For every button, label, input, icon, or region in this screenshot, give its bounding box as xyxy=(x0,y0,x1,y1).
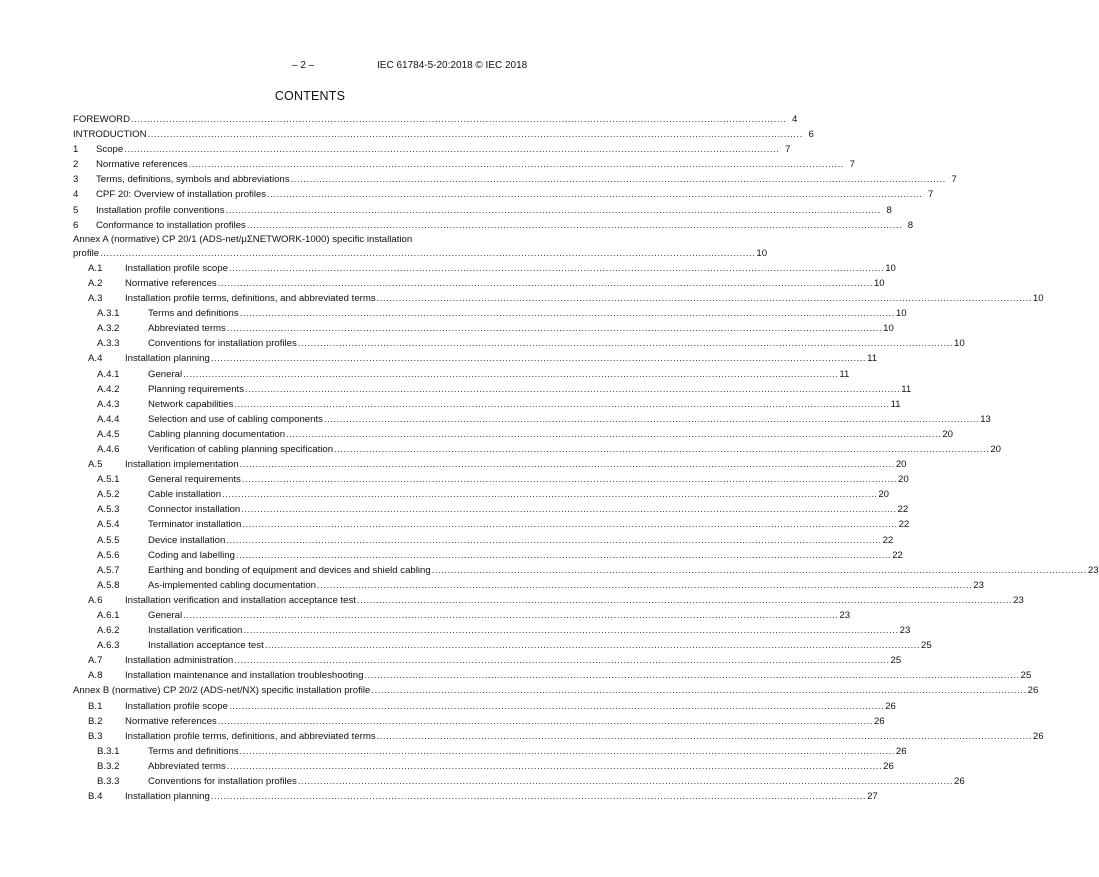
toc-entry-page: 10 xyxy=(883,323,894,335)
toc-leader-dots xyxy=(211,351,866,366)
toc-entry-number: A.4.5 xyxy=(97,428,120,440)
toc-entry[interactable] xyxy=(73,714,885,729)
toc-entry-title: Abbreviated terms xyxy=(148,323,226,335)
toc-entry[interactable] xyxy=(73,382,912,397)
toc-entry-page: 8 xyxy=(907,219,914,231)
toc-entry-title: Installation profile conventions xyxy=(96,204,225,216)
toc-entry[interactable] xyxy=(73,412,991,427)
toc-entry-number: A.3.2 xyxy=(97,323,120,335)
toc-entry-number: 5 xyxy=(73,204,79,216)
toc-entry-title: Installation profile scope xyxy=(125,700,228,712)
toc-leader-dots xyxy=(211,789,866,804)
toc-entry-page: 4 xyxy=(791,114,798,125)
toc-entry-title: General requirements xyxy=(148,474,241,486)
toc-entry-title: CPF 20: Overview of installation profiles xyxy=(96,189,267,201)
toc-entry-number: A.2 xyxy=(88,277,103,289)
toc-leader-dots xyxy=(218,714,873,729)
toc-entry-title: Scope xyxy=(96,144,124,156)
toc-leader-dots xyxy=(226,203,881,218)
toc-entry-title: INTRODUCTION xyxy=(73,129,147,141)
toc-leader-dots xyxy=(100,246,755,261)
toc-entry[interactable] xyxy=(73,321,894,336)
toc-entry[interactable] xyxy=(73,187,934,202)
toc-entry-page: 7 xyxy=(785,144,791,156)
toc-entry-title: Planning requirements xyxy=(148,383,244,395)
table-of-contents xyxy=(73,112,1099,804)
toc-entry[interactable] xyxy=(73,623,911,638)
toc-entry-page: 20 xyxy=(898,474,909,486)
toc-leader-dots xyxy=(229,261,884,276)
toc-leader-dots xyxy=(148,127,803,142)
toc-entry-number: A.3 xyxy=(88,293,103,305)
toc-entry-title: General xyxy=(148,610,183,621)
toc-entry-page: 23 xyxy=(973,579,984,591)
toc-entry-number: A.5.3 xyxy=(97,504,120,516)
toc-entry-page: 7 xyxy=(928,189,934,201)
toc-leader-dots xyxy=(234,397,889,412)
toc-entry[interactable] xyxy=(73,502,909,517)
toc-entry-page: 22 xyxy=(897,504,909,516)
toc-leader-dots xyxy=(324,412,979,427)
toc-entry-number: A.6 xyxy=(88,594,103,606)
toc-entry[interactable] xyxy=(73,112,798,127)
toc-leader-dots xyxy=(298,336,953,351)
toc-entry-number: A.5 xyxy=(88,459,103,471)
toc-entry-title: Abbreviated terms xyxy=(148,760,226,772)
toc-leader-dots xyxy=(241,502,896,517)
toc-entry-number: B.3.3 xyxy=(97,776,120,788)
toc-leader-dots xyxy=(432,563,1087,578)
toc-entry[interactable] xyxy=(73,563,1099,578)
toc-entry-number: A.6.3 xyxy=(97,640,120,652)
toc-entry[interactable] xyxy=(73,578,984,593)
toc-entry[interactable] xyxy=(73,442,1001,457)
toc-leader-dots xyxy=(183,608,838,623)
toc-leader-dots xyxy=(364,668,1019,683)
toc-entry-page: 26 xyxy=(895,745,907,757)
toc-entry-title: Coding and labelling xyxy=(148,549,235,561)
toc-entry-title: Annex A (normative) CP 20/1 (ADS-net/μΣNETWORK-1000) specific installation xyxy=(73,233,413,245)
toc-entry-page: 26 xyxy=(883,760,894,772)
toc-leader-dots xyxy=(245,382,900,397)
toc-entry-page: 10 xyxy=(885,262,896,274)
toc-entry-number: A.8 xyxy=(88,670,103,682)
toc-entry[interactable] xyxy=(73,457,907,472)
toc-entry-page: 11 xyxy=(890,398,901,410)
standard-reference: IEC 61784-5-20:2018 © IEC 2018 xyxy=(377,60,528,71)
toc-entry-title: Conventions for installation profiles xyxy=(148,338,297,350)
toc-entry-title: Installation profile scope xyxy=(125,262,228,274)
toc-entry-number: B.3.1 xyxy=(97,745,120,757)
toc-entry-page: 25 xyxy=(1020,670,1032,682)
toc-entry-page: 10 xyxy=(895,308,907,320)
toc-entry-page: 26 xyxy=(873,715,885,727)
toc-entry[interactable] xyxy=(73,261,896,276)
toc-entry-page: 10 xyxy=(756,247,768,259)
toc-leader-dots xyxy=(377,729,1032,744)
toc-entry[interactable] xyxy=(73,699,896,714)
toc-leader-dots xyxy=(242,472,897,487)
toc-leader-dots xyxy=(240,306,895,321)
toc-entry-page: 8 xyxy=(886,204,892,216)
toc-entry-page: 7 xyxy=(849,159,855,171)
toc-entry-page: 22 xyxy=(898,519,910,531)
toc-entry-page: 10 xyxy=(873,277,885,289)
toc-leader-dots xyxy=(291,172,946,187)
toc-leader-dots xyxy=(240,744,895,759)
toc-leader-dots xyxy=(247,218,902,233)
toc-entry-page: 25 xyxy=(920,640,932,652)
toc-entry-title: Normative references xyxy=(125,277,217,289)
toc-entry[interactable] xyxy=(73,276,885,291)
toc-entry-title: Installation planning xyxy=(125,791,210,803)
toc-entry-title: Cable installation xyxy=(148,489,222,501)
toc-entry-number: A.6.1 xyxy=(97,610,120,621)
toc-entry-page: 11 xyxy=(867,353,878,365)
toc-entry[interactable] xyxy=(73,608,851,623)
toc-entry-title: Terms and definitions xyxy=(148,308,239,320)
toc-leader-dots xyxy=(242,517,897,532)
toc-entry[interactable] xyxy=(73,683,1039,698)
toc-entry-number: A.5.4 xyxy=(97,519,120,531)
toc-entry-number: A.5.2 xyxy=(97,489,120,501)
toc-entry-page: 26 xyxy=(954,776,965,788)
toc-leader-dots xyxy=(189,157,844,172)
toc-entry[interactable] xyxy=(73,218,914,233)
toc-entry-number: A.6.2 xyxy=(97,625,120,637)
page-title: CONTENTS xyxy=(274,89,346,103)
toc-entry-title: Annex B (normative) CP 20/2 (ADS-net/NX) specific installation profile xyxy=(73,685,371,697)
toc-entry[interactable] xyxy=(73,233,768,261)
toc-entry-number: A.1 xyxy=(88,262,103,274)
toc-entry[interactable] xyxy=(73,548,903,563)
toc-entry-page: 13 xyxy=(980,413,991,425)
toc-leader-dots xyxy=(298,774,953,789)
toc-leader-dots xyxy=(227,321,882,336)
toc-leader-dots xyxy=(334,442,989,457)
toc-entry-title: Installation profile terms, definitions, and abbreviated terms xyxy=(125,293,376,305)
toc-leader-dots xyxy=(226,533,881,548)
toc-entry[interactable] xyxy=(73,653,902,668)
toc-leader-dots xyxy=(240,457,895,472)
toc-entry-number: 6 xyxy=(73,219,79,231)
toc-leader-dots xyxy=(183,367,838,382)
toc-entry[interactable] xyxy=(73,351,878,366)
toc-entry-title: Normative references xyxy=(125,715,217,727)
toc-entry-title: Verification of cabling planning specification xyxy=(148,443,334,455)
toc-leader-dots xyxy=(265,638,920,653)
toc-entry-page: 20 xyxy=(895,459,907,471)
toc-entry-page: 22 xyxy=(892,549,903,561)
toc-entry-page: 26 xyxy=(1032,730,1044,742)
toc-entry[interactable] xyxy=(73,367,850,382)
toc-leader-dots xyxy=(222,487,877,502)
toc-entry-number: B.3.2 xyxy=(97,760,120,772)
toc-entry[interactable] xyxy=(73,487,889,502)
toc-entry-page: 10 xyxy=(1032,293,1044,305)
toc-entry-page: 11 xyxy=(839,368,850,380)
toc-entry-title: Installation implementation xyxy=(125,459,239,471)
toc-entry[interactable] xyxy=(73,127,814,142)
toc-entry-title: Installation verification xyxy=(148,625,243,637)
toc-entry[interactable] xyxy=(73,517,910,532)
toc-entry-title: Installation profile terms, definitions, and abbreviated terms xyxy=(125,730,376,742)
toc-entry-title: Installation verification and installation acceptance test xyxy=(125,594,356,606)
toc-leader-dots xyxy=(218,276,873,291)
toc-entry[interactable] xyxy=(73,142,791,157)
toc-entry-page: 22 xyxy=(882,534,894,546)
toc-entry-page: 7 xyxy=(951,174,957,186)
toc-entry-page: 20 xyxy=(990,443,1001,455)
toc-entry[interactable] xyxy=(73,744,907,759)
toc-entry-title: Device installation xyxy=(148,534,226,546)
toc-entry-title: Cabling planning documentation xyxy=(148,428,286,440)
toc-leader-dots xyxy=(236,548,891,563)
toc-entry-number: A.5.1 xyxy=(97,474,120,486)
toc-entry[interactable] xyxy=(73,306,907,321)
toc-entry-number: A.5.7 xyxy=(97,564,120,576)
toc-entry-title: Terms and definitions xyxy=(148,745,239,757)
toc-entry-page: 27 xyxy=(867,791,878,803)
toc-entry[interactable] xyxy=(73,336,965,351)
toc-entry-number: B.1 xyxy=(88,700,103,712)
toc-entry[interactable] xyxy=(73,203,892,218)
page-header xyxy=(0,60,620,74)
toc-entry-page: 6 xyxy=(808,129,814,141)
toc-entry-page: 10 xyxy=(954,338,965,350)
toc-entry-number: A.4.6 xyxy=(97,443,120,455)
toc-entry-title: Installation administration xyxy=(125,655,234,667)
toc-entry[interactable] xyxy=(73,533,894,548)
toc-leader-dots xyxy=(229,699,884,714)
toc-leader-dots xyxy=(371,683,1026,698)
toc-entry-number: B.4 xyxy=(88,791,103,803)
toc-entry-number: A.5.8 xyxy=(97,579,120,591)
toc-entry-number: A.4 xyxy=(88,353,103,365)
toc-entry-page: 20 xyxy=(878,489,889,501)
toc-entry[interactable] xyxy=(73,593,1024,608)
toc-entry[interactable] xyxy=(73,157,855,172)
toc-entry-title: Conformance to installation profiles xyxy=(96,219,246,231)
toc-entry-page: 26 xyxy=(885,700,896,712)
toc-entry-number: 2 xyxy=(73,159,79,171)
toc-entry-title: Network capabilities xyxy=(148,398,234,410)
toc-entry-number: A.4.1 xyxy=(97,368,120,380)
toc-entry-number: 1 xyxy=(73,144,79,156)
toc-entry[interactable] xyxy=(73,291,1044,306)
toc-entry[interactable] xyxy=(73,759,894,774)
toc-entry[interactable] xyxy=(73,172,957,187)
toc-entry-number: A.4.3 xyxy=(97,398,120,410)
toc-entry-title: Normative references xyxy=(96,159,188,171)
toc-entry[interactable] xyxy=(73,729,1044,744)
toc-entry-number: B.3 xyxy=(88,730,103,742)
toc-entry-title: Terms, definitions, symbols and abbreviations xyxy=(96,174,290,186)
toc-entry-number: A.5.5 xyxy=(97,534,120,546)
toc-entry-number: A.4.2 xyxy=(97,383,120,395)
toc-entry-page: 20 xyxy=(942,428,953,440)
toc-leader-dots xyxy=(234,653,889,668)
toc-entry-page: 23 xyxy=(1087,564,1099,576)
toc-entry-page: 26 xyxy=(1027,685,1039,697)
toc-entry-number: 4 xyxy=(73,189,79,201)
toc-entry-number: A.5.6 xyxy=(97,549,120,561)
toc-entry-title: Connector installation xyxy=(148,504,241,516)
toc-entry[interactable] xyxy=(73,638,932,653)
toc-entry-title: Installation planning xyxy=(125,353,210,365)
toc-entry-number: A.3.1 xyxy=(97,308,120,320)
toc-leader-dots xyxy=(227,759,882,774)
toc-entry-title: General xyxy=(148,368,183,380)
page-number: – 2 – xyxy=(292,60,315,71)
toc-leader-dots xyxy=(124,142,779,157)
toc-entry-title: As-implemented cabling documentation xyxy=(148,579,316,591)
toc-leader-dots xyxy=(267,187,922,202)
toc-entry-title: FOREWORD xyxy=(73,114,131,125)
toc-leader-dots xyxy=(377,291,1032,306)
toc-entry[interactable] xyxy=(73,472,909,487)
toc-entry[interactable] xyxy=(73,789,878,804)
toc-leader-dots xyxy=(317,578,972,593)
toc-entry-title: profile xyxy=(73,247,100,259)
toc-entry-page: 23 xyxy=(899,625,911,637)
toc-entry[interactable] xyxy=(73,668,1032,683)
toc-entry-title: Installation maintenance and installation troubleshooting xyxy=(125,670,364,682)
toc-entry-title: Terminator installation xyxy=(148,519,242,531)
toc-entry-number: A.7 xyxy=(88,655,103,667)
toc-entry[interactable] xyxy=(73,397,901,412)
toc-entry-page: 11 xyxy=(901,383,912,395)
toc-entry-number: A.4.4 xyxy=(97,413,120,425)
toc-leader-dots xyxy=(131,112,786,127)
toc-leader-dots xyxy=(357,593,1012,608)
toc-entry-title: Earthing and bonding of equipment and devices and shield cabling xyxy=(148,564,431,576)
toc-entry-number: B.2 xyxy=(88,715,103,727)
toc-entry-title: Conventions for installation profiles xyxy=(148,776,297,788)
toc-entry-number: A.3.3 xyxy=(97,338,120,350)
toc-leader-dots xyxy=(286,427,941,442)
toc-entry[interactable] xyxy=(73,774,965,789)
toc-entry-number: 3 xyxy=(73,174,79,186)
toc-entry-page: 23 xyxy=(839,610,851,621)
toc-entry-page: 25 xyxy=(890,655,902,667)
toc-leader-dots xyxy=(243,623,898,638)
toc-entry[interactable] xyxy=(73,427,953,442)
toc-entry-page: 23 xyxy=(1013,594,1024,606)
toc-entry-title: Selection and use of cabling components xyxy=(148,413,323,425)
toc-entry-title: Installation acceptance test xyxy=(148,640,264,652)
